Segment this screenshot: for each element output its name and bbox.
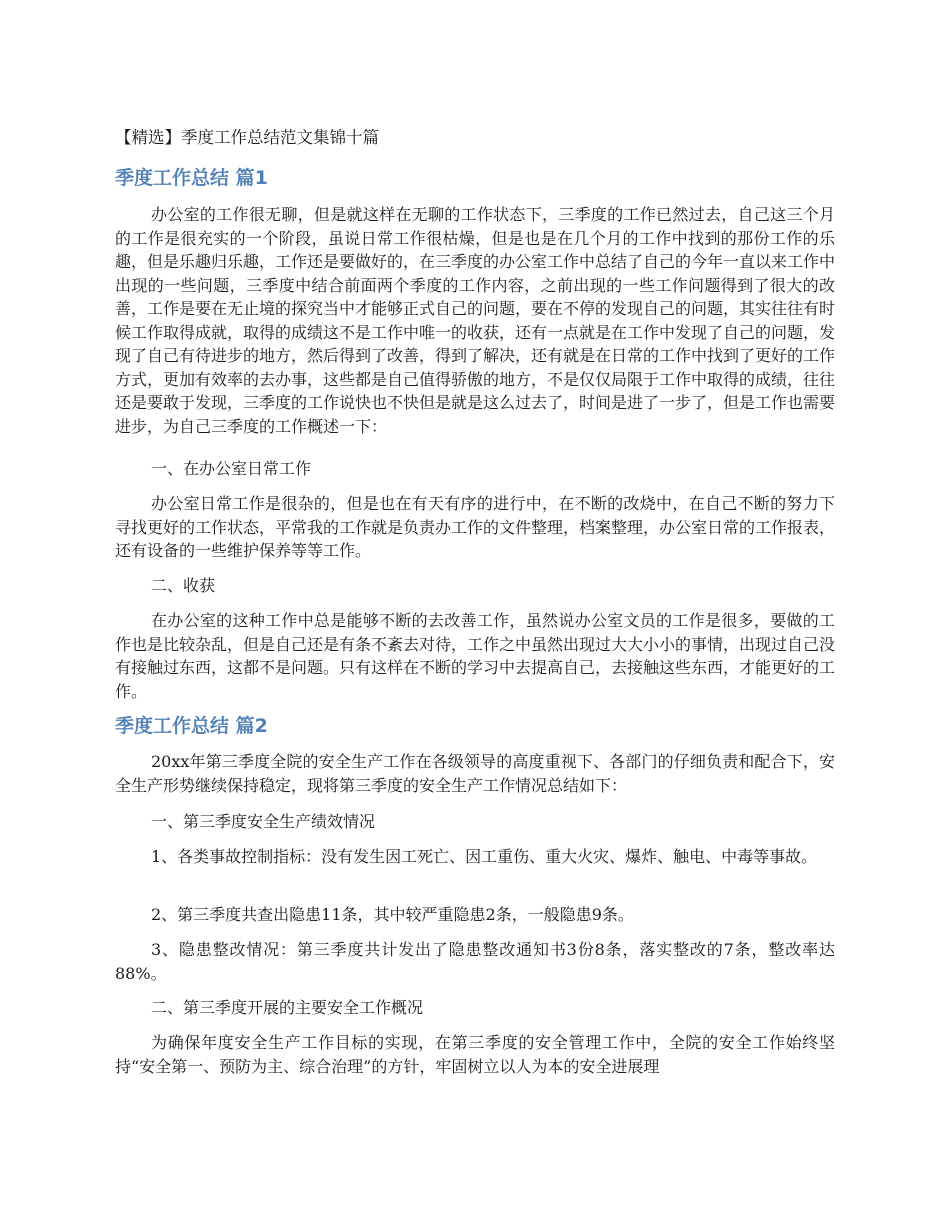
paragraph: 为确保年度安全生产工作目标的实现，在第三季度的安全管理工作中，全院的安全工作始终坚持“安全第一、预防为主、综合治理”的方针，牢固树立以人为本的安全进展理: [115, 1033, 835, 1076]
subheading: 二、收获: [151, 576, 216, 595]
paragraph: 1、各类事故控制指标：没有发生因工死亡、因工重伤、重大火灾、爆炸、触电、中毒等事故。: [151, 847, 818, 866]
section-heading-1: 季度工作总结 篇1: [115, 167, 268, 189]
section-heading-2: 季度工作总结 篇2: [115, 715, 268, 737]
paragraph: 在办公室的这种工作中总是能够不断的去改善工作，虽然说办公室文员的工作是很多，要做的工作也是比较杂乱，但是自己还是有条不紊去对待，工作之中虽然出现过大大小小的事情，出现过自己没有接触过东西，这都不是问题。只有这样在不断的学习中去提高自己，去接触这些东西，才能更好的工作。: [115, 611, 836, 701]
paragraph: 2、第三季度共查出隐患11条，其中较严重隐患2条，一般隐患9条。: [151, 905, 634, 924]
paragraph: 3、隐患整改情况：第三季度共计发出了隐患整改通知书3份8条，落实整改的7条，整改率达88%。: [115, 940, 835, 983]
subheading: 一、第三季度安全生产绩效情况: [151, 812, 376, 831]
document-title: 【精选】季度工作总结范文集锦十篇: [115, 128, 379, 147]
subheading: 一、在办公室日常工作: [151, 459, 312, 478]
paragraph: 办公室的工作很无聊，但是就这样在无聊的工作状态下，三季度的工作已然过去，自己这三个月的工作是很充实的一个阶段，虽说日常工作很枯燥，但是也是在几个月的工作中找到的那份工作的乐趣，但是乐趣归乐趣，工作还是要做好的，在三季度的办公室工作中总结了自己的今年一直以来工作中出现的一些问题，三季度中结合前面两个季度的工作内容，之前出现的一些工作问题得到了很大的改善，工作是要在无止境的探究当中才能够正式自己的问题，要在不停的发现自己的问题，其实往往有时候工作取得成就，取得的成绩这不是工作中唯一的收获，还有一点就是在工作中发现了自己的问题，发现了自己有待进步的地方，然后得到了改善，得到了解决，还有就是在日常的工作中找到了更好的工作方式，更加有效率的去办事，这些都是自己值得骄傲的地方，不是仅仅局限于工作中取得的成绩，往往还是要敢于发现，三季度的工作说快也不快但是就是这么过去了，时间是进了一步了，但是工作也需要进步，为自己三季度的工作概述一下：: [115, 205, 836, 436]
paragraph: 20xx年第三季度全院的安全生产工作在各级领导的高度重视下、各部门的仔细负责和配合下，安全生产形势继续保持稳定，现将第三季度的安全生产工作情况总结如下：: [115, 752, 835, 795]
paragraph: 办公室日常工作是很杂的，但是也在有天有序的进行中，在不断的改烧中，在自己不断的努力下寻找更好的工作状态，平常我的工作就是负责办工作的文件整理，档案整理，办公室日常的工作报表，还有设备的一些维护保养等等工作。: [115, 494, 836, 560]
subheading: 二、第三季度开展的主要安全工作概况: [151, 998, 424, 1017]
